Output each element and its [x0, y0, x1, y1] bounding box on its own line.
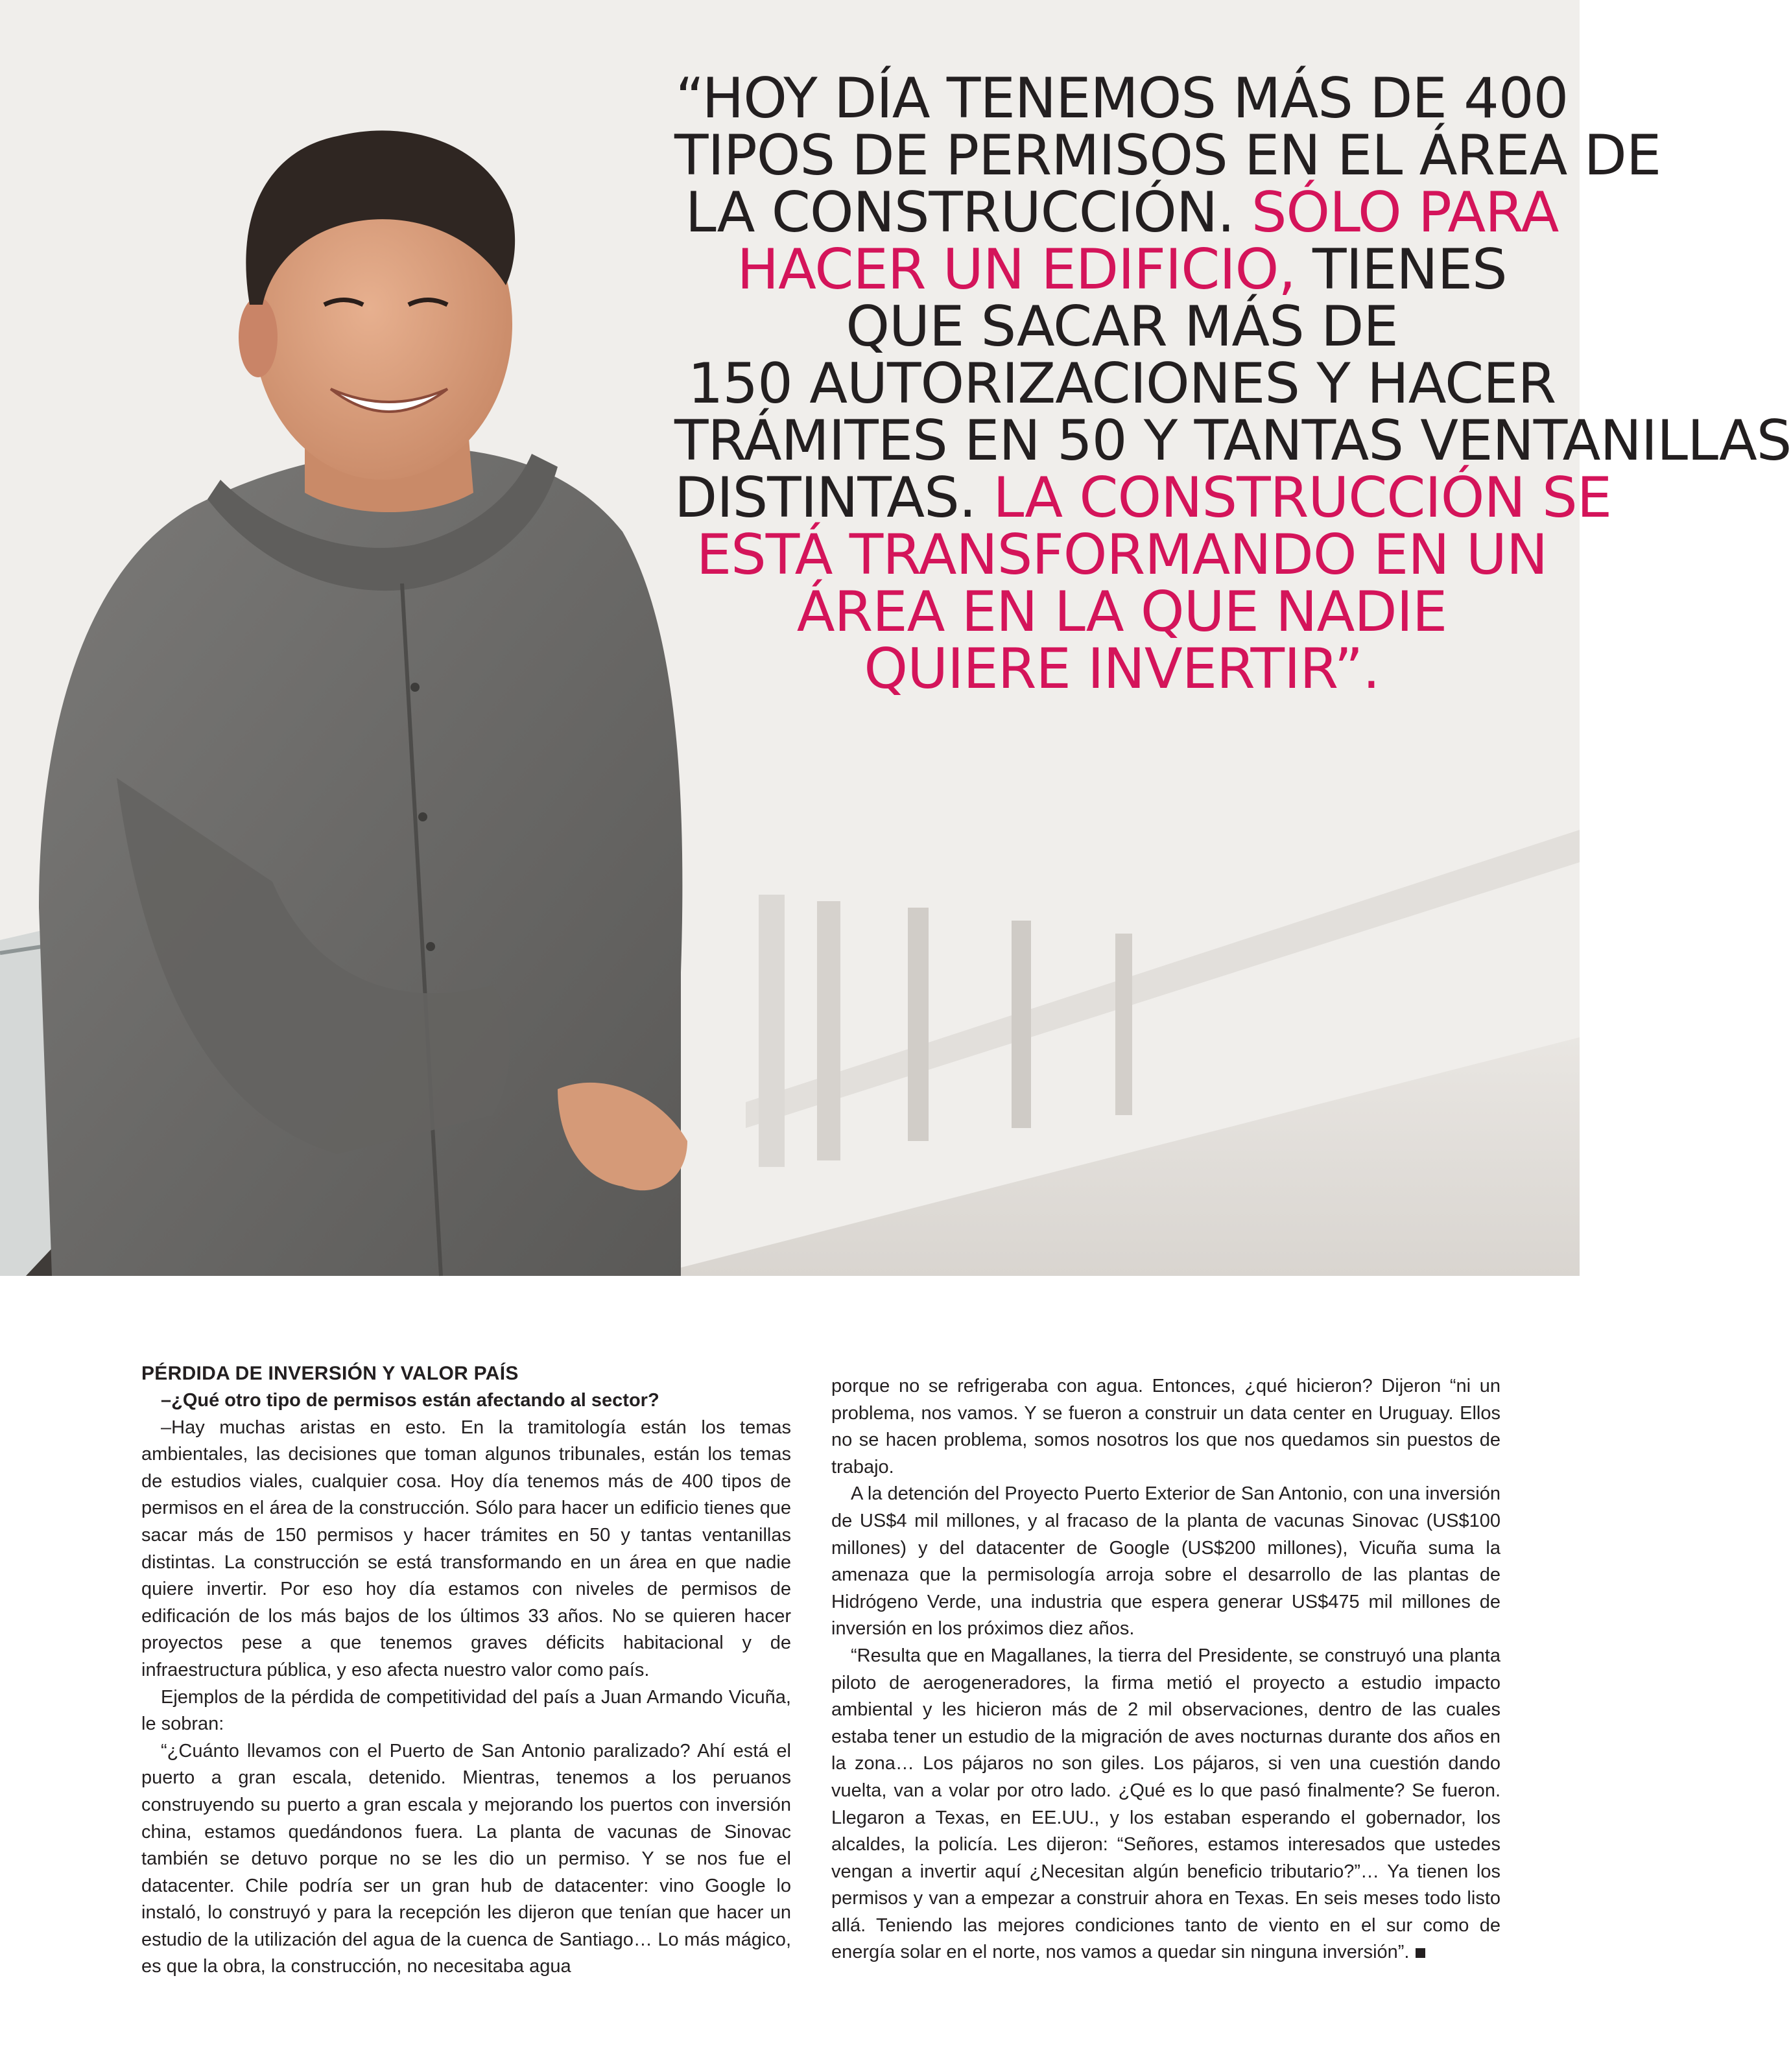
quote-line-8: DISTINTAS. LA CONSTRUCCIÓN SE: [674, 465, 1612, 530]
quote-line-10: ÁREA EN LA QUE NADIE: [796, 580, 1447, 644]
quote-line-1: “HOY DÍA TENEMOS MÁS DE 400: [675, 66, 1569, 131]
quote-line-5: QUE SACAR MÁS DE: [846, 294, 1398, 359]
paragraph: “¿Cuánto llevamos con el Puerto de San Antonio paralizado? Ahí está el puerto a gran escala, detenido. Mientras, tenemos a los peruanos construyendo su puerto a gran escala y mejorando los puertos con inversión china, estamos quedándonos fuera. La planta de vacunas de Sinovac también se detuvo porque no se les dio un permiso. Y se nos fue el datacenter. Chile podría ser un gran hub de datacenter: vino Google lo instaló, lo construyó y para la recepción les dijeron que tenían que hacer un estudio de la utilización del agua de la cuenca de Santiago… Lo más mágico, es que la obra, la construcción, no necesitaba agua: [141, 1740, 791, 1977]
article-column-1: [141, 1361, 791, 1981]
interview-question: –¿Qué otro tipo de permisos están afectando al sector?: [161, 1390, 659, 1411]
quote-line-11: QUIERE INVERTIR”.: [864, 637, 1380, 701]
paragraph: Ejemplos de la pérdida de competitividad del país a Juan Armando Vicuña, le sobran:: [141, 1686, 791, 1735]
pull-quote: [674, 66, 1791, 701]
quote-line-3: LA CONSTRUCCIÓN. SÓLO PARA: [685, 180, 1559, 245]
end-of-article-mark: [1416, 1948, 1425, 1958]
quote-highlight: HACER UN EDIFICIO,: [737, 237, 1296, 302]
quote-line-6: 150 AUTORIZACIONES Y HACER: [687, 351, 1556, 416]
paragraph: porque no se refrigeraba con agua. Entonces, ¿qué hicieron? Dijeron “ni un problema, nos vamos. Y se fueron a construir un data center en Uruguay. Ellos no se hacen problema, somos nosotros los que nos quedamos sin puestos de trabajo.: [831, 1376, 1500, 1477]
quote-line-9: ESTÁ TRANSFORMANDO EN UN: [696, 523, 1548, 587]
quote-highlight: LA CONSTRUCCIÓN SE: [993, 465, 1612, 530]
article-column-2: [831, 1373, 1500, 1966]
paragraph: “Resulta que en Magallanes, la tierra del Presidente, se construyó una planta piloto de aerogeneradores, la firma metió el proyecto a estudio impacto ambiental y les hicieron más de 2 mil observaciones, dentro de las cuales estaba tener un estudio de la migración de aves nocturnas durante dos años en la zona… Los pájaros no son giles. Los pájaros, si ven una cuestión dando vuelta, van a volar por otro lado. ¿Qué es lo que pasó finalmente? Se fueron. Llegaron a Texas, en EE.UU., y los estaban esperando el gobernador, los alcaldes, la policía. Les dijeron: “Señores, estamos interesados que ustedes vengan a invertir aquí ¿Necesitan algún beneficio tributario?”… Ya tienen los permisos y van a empezar a construir ahora en Texas. En seis meses todo listo allá. Teniendo las mejores condiciones tanto de viento en el sur como de energía solar en el norte, nos vamos a quedar sin ninguna inversión”.: [831, 1645, 1500, 1963]
paragraph: A la detención del Proyecto Puerto Exterior de San Antonio, con una inversión de US$4 mil millones, y al fracaso de la planta de vacunas Sinovac (US$100 millones) y del datacenter de Google (US$200 millones), Vicuña suma la amenaza que la permisología arroja sobre el desarrollo de las plantas de Hidrógeno Verde, una industria que espera generar US$475 mil millones de inversión en los próximos diez años.: [831, 1483, 1500, 1640]
quote-line-2: TIPOS DE PERMISOS EN EL ÁREA DE: [674, 123, 1661, 188]
quote-highlight: SÓLO PARA: [1251, 180, 1559, 245]
section-title: PÉRDIDA DE INVERSIÓN Y VALOR PAÍS: [141, 1363, 519, 1384]
quote-line-7: TRÁMITES EN 50 Y TANTAS VENTANILLAS: [674, 408, 1791, 473]
quote-line-4: HACER UN EDIFICIO, TIENES: [737, 237, 1507, 302]
paragraph: –Hay muchas aristas en esto. En la tramitología están los temas ambientales, las decisiones que toman algunos tribunales, están los temas de estudios viales, cualquier cosa. Hoy día tenemos más de 400 tipos de permisos en el área de la construcción. Sólo para hacer un edificio tienes que sacar más de 150 permisos y hacer trámites en 50 y tantas ventanillas distintas. La construcción se está transformando en un área en que nadie quiere invertir. Por eso hoy día estamos con niveles de permisos de edificación de los más bajos de los últimos 33 años. No se quieren hacer proyectos pese a que tenemos graves déficits habitacional y de infraestructura pública, y eso afecta nuestro valor como país.: [141, 1417, 791, 1680]
